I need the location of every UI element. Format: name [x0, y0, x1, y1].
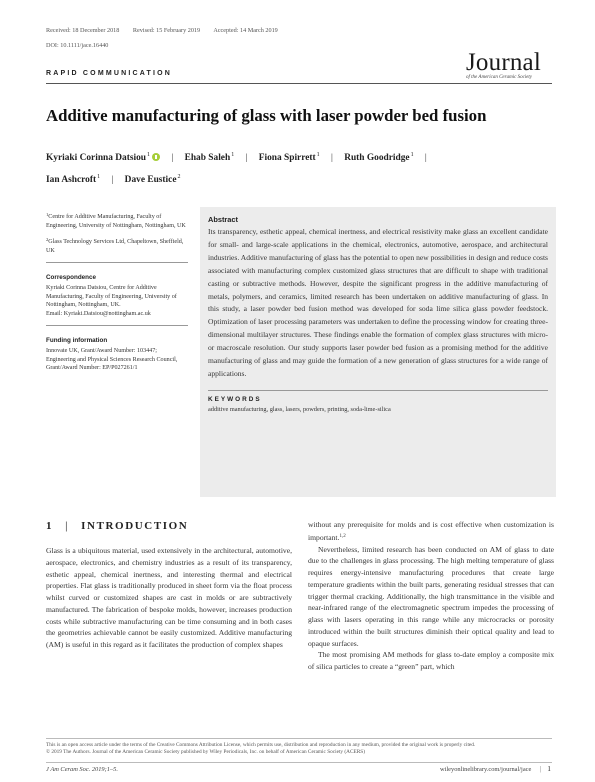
citation-ref[interactable]: 1,2: [339, 533, 346, 539]
author-separator: |: [330, 153, 333, 163]
section-heading-introduction: [46, 520, 188, 532]
journal-logo-subtitle: of the American Ceramic Society: [466, 75, 533, 80]
keywords-divider: [208, 390, 548, 391]
author-name[interactable]: Ehab Saleh: [184, 153, 231, 163]
funding-text: Innovate UK, Grant/Award Number: 103447; Engineering and Physical Sciences Research Council, Grant/Award Number: EP/P027261/1: [46, 347, 178, 372]
author-affiliation-sup: 1: [410, 152, 414, 158]
journal-citation: J Am Ceram Soc. 2019;1–5.: [46, 766, 118, 773]
body-paragraph: The most promising AM methods for glass to-date employ a composite mix of silica particles to create a “green” part, which: [308, 650, 554, 671]
accepted-date: Accepted: 14 March 2019: [213, 27, 278, 34]
abstract-text: Its transparency, esthetic appeal, chemical inertness, and electrical resistivity make glass an excellent candidate for small- and large-scale applications in the chemical, electronics, automotive, aerospace, and architectural industries. Additive manufacturing of glass has the potential to open new possibilities in design and reduce costs associated with manufacturing complex customized glass structures that are difficult to shape with traditional casting or subtractive methods. However, despite the significant progress in the additive manufacturing of metals, polymers, and ceramics, limited research has been undertaken on additive manufacturing of glass. In this study, a laser powder bed fusion method was developed for soda lime silica glass powder feedstock. Optimization of laser processing parameters was undertaken to define the processing window for creating three-dimensional multilayer structures. These findings enable the formation of complex glass structures with micro- or macroscale resolution. Our study supports laser powder bed fusion as a promising method for the additive manufacturing of glass and may guide the formation of a new generation of glass structures for a wide range of applications.: [208, 227, 548, 378]
section-tag: RAPID COMMUNICATION: [46, 70, 173, 77]
header-divider: [46, 83, 552, 84]
journal-logo-title: Journal: [466, 49, 541, 76]
sidebar-divider: [46, 262, 188, 263]
author-separator: |: [245, 153, 248, 163]
body-column-left: [46, 545, 292, 651]
article-dates: [46, 27, 290, 34]
abstract-heading: Abstract: [208, 215, 238, 224]
license-text: This is an open access article under the terms of the Creative Commons Attribution License, which permits use, distribution and reproduction in any medium, provided the original work is properly cited.: [46, 742, 476, 748]
affiliation: $^2$Glass Technology Services Ltd, Chapeltown, Sheffield, UK: [46, 237, 184, 254]
author-affiliation-sup: 1: [316, 152, 320, 158]
doi[interactable]: DOI: 10.1111/jace.16440: [46, 42, 109, 49]
author-name[interactable]: Dave Eustice: [124, 175, 177, 185]
author-affiliation-sup: 1: [97, 174, 101, 180]
article-title: Additive manufacturing of glass with laser powder bed fusion: [46, 106, 487, 125]
journal-logo: [466, 49, 556, 80]
received-date: Received: 18 December 2018: [46, 27, 120, 34]
license-note: [46, 742, 556, 756]
section-title: INTRODUCTION: [81, 520, 189, 532]
author-list-line-1: [46, 152, 556, 163]
author-name[interactable]: Ruth Goodridge: [344, 153, 410, 163]
author-separator: |: [111, 175, 114, 185]
funding-heading: Funding information: [46, 337, 108, 345]
keywords-heading: KEYWORDS: [208, 395, 262, 403]
footer-divider: [46, 762, 552, 763]
page-number: | 1: [540, 765, 551, 773]
correspondence-heading: Correspondence: [46, 274, 97, 282]
section-number: 1: [46, 520, 54, 532]
author-separator: |: [424, 153, 427, 163]
article-sidebar: [46, 211, 188, 373]
correspondence-text: Kyriaki Corinna Datsiou, Centre for Additive Manufacturing, Faculty of Engineering, University of Nottingham, Nottingham, UK.: [46, 284, 177, 309]
author-name[interactable]: Fiona Spirrett: [258, 153, 316, 163]
orcid-icon[interactable]: [152, 153, 160, 161]
body-column-right: [308, 519, 554, 673]
revised-date: Revised: 15 February 2019: [132, 27, 201, 34]
body-paragraph: Glass is a ubiquitous material, used extensively in the architectural, automotive, aerospace, electronics, and chemistry industries as a result of its transparency, esthetic appeal, chemical inertness, and interesting thermal and electrical properties. Flat glass is traditionally produced in sheet form via the float process whilst curved or customized shapes are cast in molds or are subtractively manufactured. The fabrication of bespoke molds, however, increases production costs while subtractive manufacturing can be time consuming and in both cases the geometries achievable cannot be easily customized. Additive manufacturing (AM) is useful in this regard as it facilitates the production of complex shapes: [46, 546, 292, 649]
correspondence-email[interactable]: Email: Kyriaki.Datsiou@nottingham.ac.uk: [46, 310, 151, 317]
copyright-text: © 2019 The Authors. Journal of the American Ceramic Society published by Wiley Periodicals, Inc. on behalf of American Ceramic Society (ACERS): [46, 749, 366, 756]
author-list-line-2: [46, 174, 556, 185]
affiliation: $^1$Centre for Additive Manufacturing, Faculty of Engineering, University of Nottingham, Nottingham, UK: [46, 212, 186, 229]
body-paragraph: without any prerequisite for molds and is cost effective when customization is important.$^{1,2}$: [308, 520, 554, 542]
sidebar-divider: [46, 325, 188, 326]
author-affiliation-sup: 1: [147, 152, 151, 158]
author-affiliation-sup: 1: [231, 152, 235, 158]
abstract-box: [200, 207, 556, 497]
author-name[interactable]: Ian Ashcroft: [46, 175, 97, 185]
body-paragraph: Nevertheless, limited research has been conducted on AM of glass to date due to the challenges in glass processing. The high melting temperature of glass requires energy-intensive manufacturing procedures that create large temperature gradients within the built parts, generating residual stresses that can trigger thermal cracking. Additionally, the high transmittance in the visible and near-infrared range of the electromagnetic spectrum impedes the processing of glass with lasers operating in this range while any microcracks or porosity introduced within the built structures diminish their optical quality and lead to opaque surfaces.: [308, 544, 554, 648]
section-separator: |: [65, 520, 70, 532]
author-name[interactable]: Kyriaki Corinna Datsiou: [46, 153, 147, 163]
author-affiliation-sup: 2: [177, 174, 181, 180]
footer-divider: [46, 738, 552, 739]
journal-url[interactable]: wileyonlinelibrary.com/journal/jace: [440, 766, 532, 773]
keywords-text: additive manufacturing, glass, lasers, powders, printing, soda-lime-silica: [208, 405, 391, 413]
author-separator: |: [171, 153, 174, 163]
